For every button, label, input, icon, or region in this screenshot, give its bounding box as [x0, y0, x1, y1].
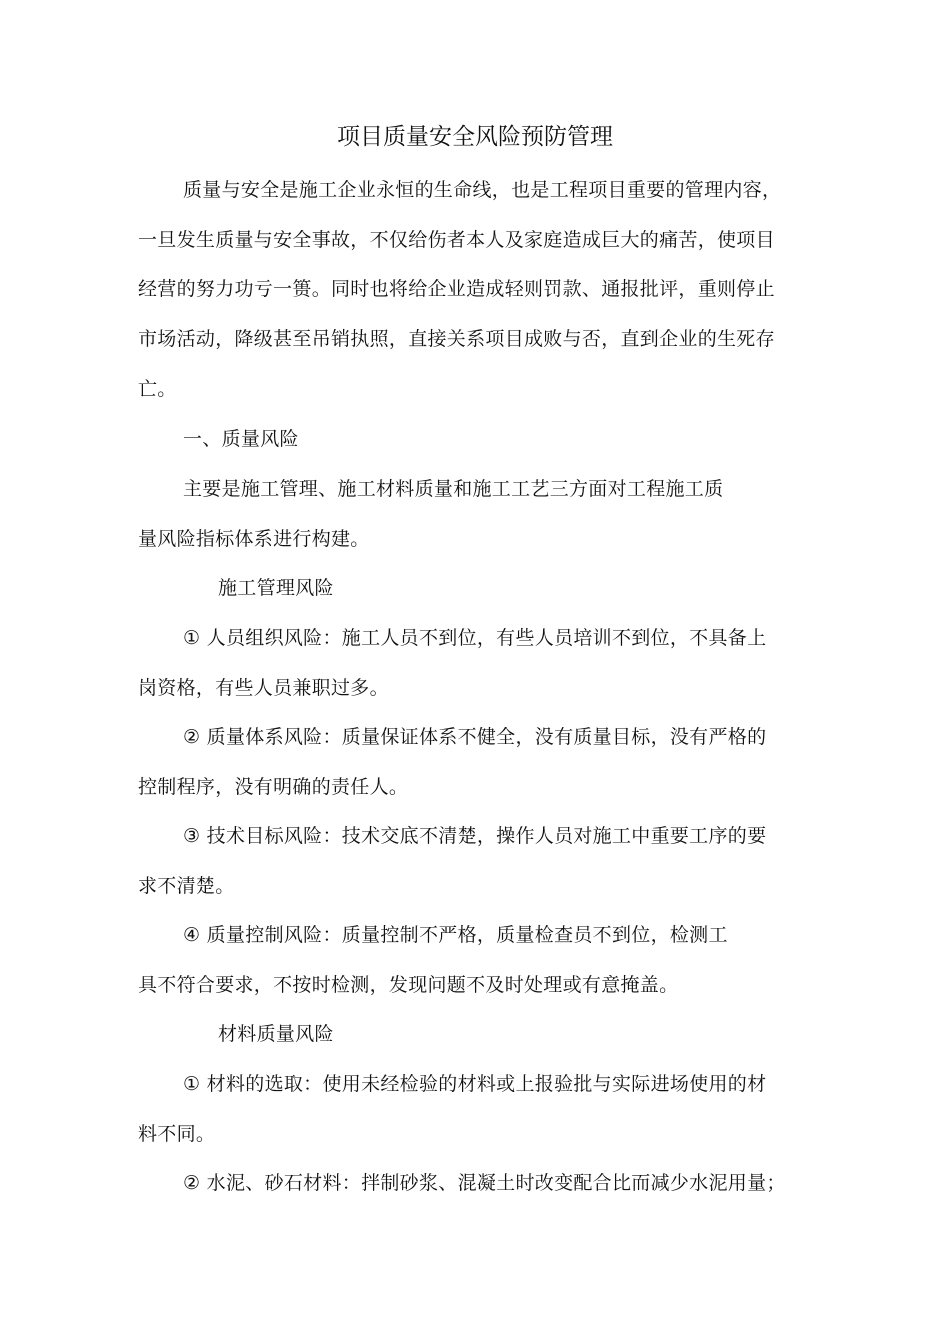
section-heading-quality-risk: 一、质量风险: [183, 428, 299, 450]
section1-intro-line-1: 主要是施工管理、施工材料质量和施工工艺三方面对工程施工质: [183, 478, 724, 500]
item2-line-2: 控制程序，没有明确的责任人。: [138, 776, 409, 798]
item1-line-2: 岗资格，有些人员兼职过多。: [138, 677, 389, 699]
item1-line-1: ① 人员组织风险：施工人员不到位，有些人员培训不到位，不具备上: [183, 627, 767, 649]
section1-intro-line-2: 量风险指标体系进行构建。: [138, 528, 370, 550]
intro-line-4: 市场活动，降级甚至吊销执照，直接关系项目成败与否，直到企业的生死存: [138, 328, 775, 350]
item4-line-2: 具不符合要求，不按时检测，发现问题不及时处理或有意掩盖。: [138, 974, 679, 996]
item5-line-2: 料不同。: [138, 1123, 216, 1145]
item5-line-1: ① 材料的选取：使用未经检验的材料或上报验批与实际进场使用的材: [183, 1073, 767, 1095]
intro-line-5: 亡。: [138, 378, 177, 400]
item3-line-1: ③ 技术目标风险：技术交底不清楚，操作人员对施工中重要工序的要: [183, 825, 767, 847]
subheading-construction-management-risk: 施工管理风险: [218, 577, 334, 599]
item6-line-1: ② 水泥、砂石材料：拌制砂浆、混凝土时改变配合比而减少水泥用量；: [183, 1172, 786, 1194]
intro-line-1: 质量与安全是施工企业永恒的生命线，也是工程项目重要的管理内容，: [183, 179, 782, 201]
intro-line-2: 一旦发生质量与安全事故，不仅给伤者本人及家庭造成巨大的痛苦，使项目: [138, 229, 775, 251]
document-title: 项目质量安全风险预防管理: [337, 124, 613, 150]
intro-line-3: 经营的努力功亏一篑。同时也将给企业造成轻则罚款、通报批评，重则停止: [138, 278, 775, 300]
item2-line-1: ② 质量体系风险：质量保证体系不健全，没有质量目标，没有严格的: [183, 726, 767, 748]
item4-line-1: ④ 质量控制风险：质量控制不严格，质量检查员不到位，检测工: [183, 924, 728, 946]
subheading-material-quality-risk: 材料质量风险: [218, 1023, 334, 1045]
item3-line-2: 求不清楚。: [138, 875, 235, 897]
